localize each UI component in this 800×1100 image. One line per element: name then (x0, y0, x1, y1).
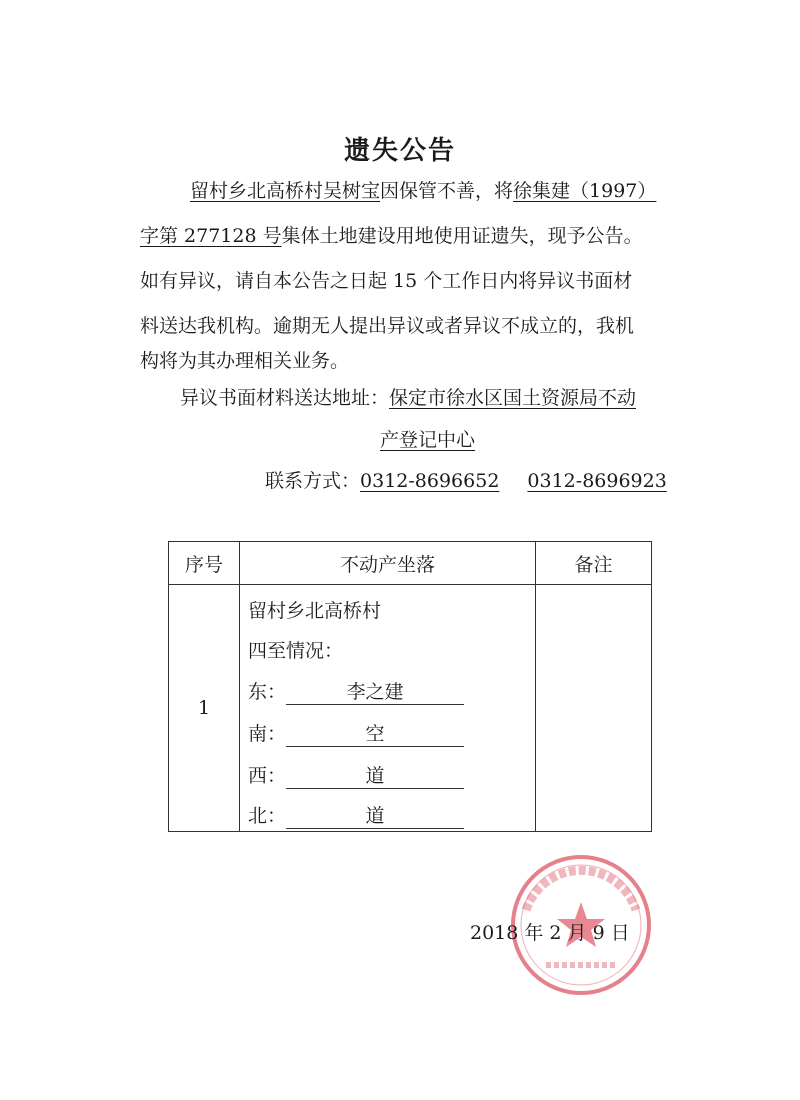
certificate-number: 字第 277128 号 (140, 225, 282, 247)
notice-date: 2018 年 2 月 9 日 (470, 922, 630, 944)
boundary-south (248, 719, 464, 747)
boundary-east (248, 677, 464, 705)
body-line-5: 构将为其办理相关业务。 (140, 350, 350, 372)
phone-2: 0312-8696923 (527, 470, 667, 492)
address-value-2: 产登记中心 (380, 429, 476, 451)
contact-line (265, 468, 667, 494)
address-value-1: 保定市徐水区国土资源局不动 (389, 387, 637, 409)
table-row (169, 585, 652, 832)
location-cell (240, 585, 536, 832)
address-line (180, 385, 636, 411)
header-index: 序号 (169, 542, 240, 585)
boundary-west (248, 761, 464, 789)
address-line-2 (380, 427, 475, 453)
east-label: 东： (248, 681, 287, 703)
certificate-prefix: 徐集建（1997） (513, 180, 657, 202)
remark-cell (536, 585, 652, 832)
south-label: 南： (248, 723, 287, 745)
owner-name: 留村乡北高桥村吴树宝 (190, 180, 381, 202)
west-label: 西： (248, 765, 287, 787)
property-table (168, 541, 652, 832)
body-line-4: 料送达我机构。逾期无人提出异议或者异议不成立的，我机 (140, 315, 635, 337)
contact-label: 联系方式： (265, 470, 361, 492)
location-text: 留村乡北高桥村 (248, 600, 382, 622)
body-text-2: 集体土地建设用地使用证遗失，现予公告。 (281, 225, 643, 247)
body-text-1: 因保管不善，将 (380, 180, 514, 202)
east-value: 李之建 (286, 680, 464, 705)
body-line-2 (140, 223, 643, 249)
phone-1: 0312-8696652 (360, 470, 500, 492)
west-value: 道 (286, 764, 464, 789)
boundary-title: 四至情况： (248, 640, 344, 662)
header-location: 不动产坐落 (240, 542, 536, 585)
row-index: 1 (169, 585, 240, 832)
north-label: 北： (248, 805, 287, 827)
table-header-row (169, 542, 652, 585)
header-remark: 备注 (536, 542, 652, 585)
north-value: 道 (286, 804, 464, 829)
boundary-north (248, 801, 464, 829)
body-line-3: 如有异议，请自本公告之日起 15 个工作日内将异议书面材 (140, 270, 633, 292)
body-line-1 (190, 178, 656, 204)
south-value: 空 (286, 722, 464, 747)
address-label: 异议书面材料送达地址： (180, 387, 390, 409)
notice-title: 遗失公告 (343, 136, 456, 166)
